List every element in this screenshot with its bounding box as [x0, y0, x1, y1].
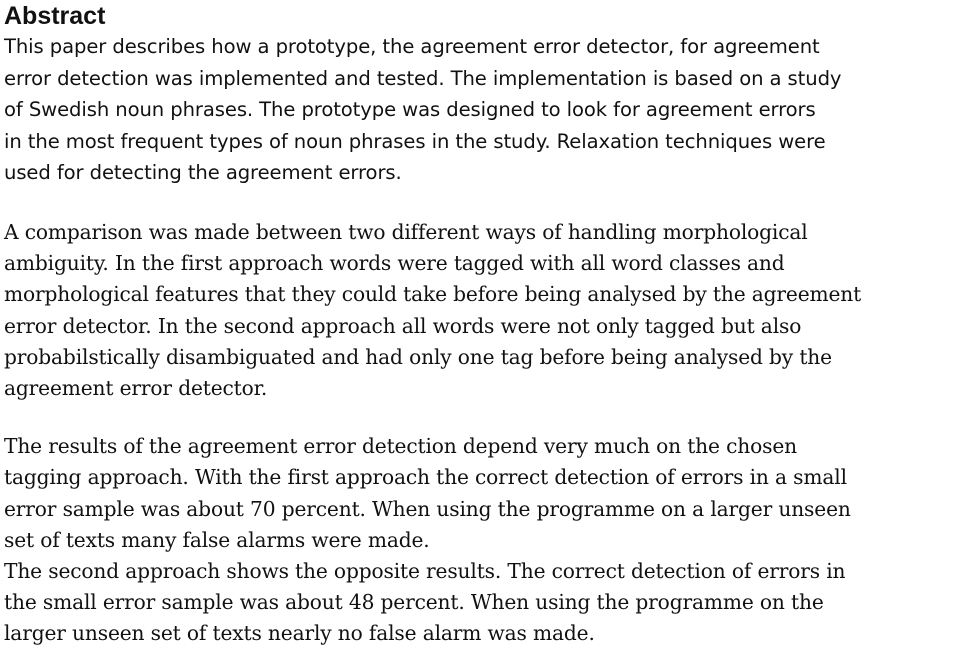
abstract-paragraph-2	[4, 217, 954, 404]
paragraph-2-line: probabilstically disambiguated and had only one tag before being analysed by the	[4, 344, 832, 369]
paragraph-1-line: used for detecting the agreement errors.	[4, 161, 402, 185]
abstract-paragraph-1	[4, 31, 954, 189]
paragraph-2-line: morphological features that they could take before being analysed by the agreement	[4, 282, 862, 307]
paragraph-1-line: error detection was implemented and tested. The implementation is based on a study	[4, 66, 842, 90]
abstract-paragraph-3	[4, 431, 954, 649]
paragraph-3-line: The results of the agreement error detection depend very much on the chosen	[4, 434, 797, 459]
paragraph-spacer	[4, 189, 954, 217]
paragraph-3-line: the small error sample was about 48 percent. When using the programme on the	[4, 590, 824, 615]
paragraph-3-line: larger unseen set of texts nearly no false alarm was made.	[4, 621, 595, 646]
paragraph-1-line: of Swedish noun phrases. The prototype was designed to look for agreement errors	[4, 98, 816, 122]
paragraph-2-line: agreement error detector.	[4, 375, 268, 400]
paragraph-2-line: A comparison was made between two different ways of handling morphological	[4, 219, 808, 244]
paragraph-3-line: tagging approach. With the first approach the correct detection of errors in a small	[4, 465, 847, 490]
abstract-page	[4, 0, 954, 650]
paragraph-3-line: set of texts many false alarms were made.	[4, 527, 430, 552]
paragraph-3-line: error sample was about 70 percent. When using the programme on a larger unseen	[4, 496, 851, 521]
paragraph-3-line: The second approach shows the opposite results. The correct detection of errors in	[4, 559, 846, 583]
paragraph-1-line: This paper describes how a prototype, the agreement error detector, for agreement	[4, 35, 820, 58]
paragraph-spacer	[4, 404, 954, 431]
paragraph-2-line: error detector. In the second approach all words were not only tagged but also	[4, 313, 802, 338]
abstract-heading: Abstract	[4, 2, 106, 30]
paragraph-1-line: in the most frequent types of noun phrases in the study. Relaxation techniques were	[4, 129, 826, 153]
paragraph-2-line: ambiguity. In the first approach words were tagged with all word classes and	[4, 251, 785, 276]
